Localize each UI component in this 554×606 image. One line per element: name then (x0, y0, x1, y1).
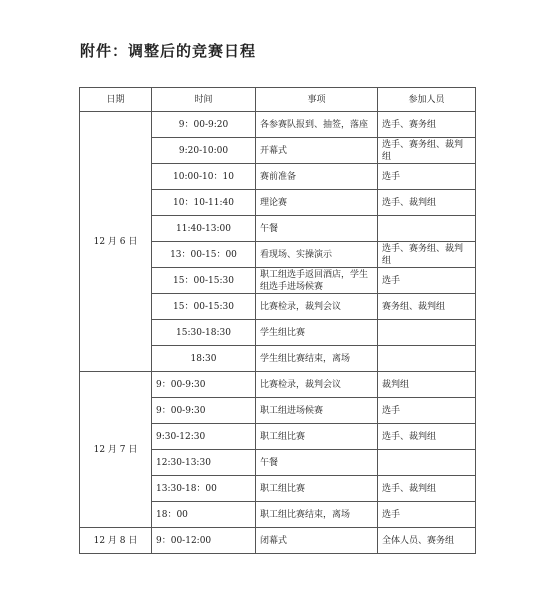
people-cell (378, 320, 476, 346)
header-event: 事项 (256, 88, 378, 112)
header-people: 参加人员 (378, 88, 476, 112)
people-cell: 选手、赛务组、裁判组 (378, 138, 476, 164)
event-cell: 理论赛 (256, 190, 378, 216)
event-cell: 开幕式 (256, 138, 378, 164)
people-cell: 选手、裁判组 (378, 424, 476, 450)
people-cell: 选手、赛务组 (378, 112, 476, 138)
people-cell: 选手、裁判组 (378, 476, 476, 502)
event-cell: 赛前准备 (256, 164, 378, 190)
time-cell: 9：00-9:30 (152, 398, 256, 424)
event-cell: 比赛检录，裁判会议 (256, 372, 378, 398)
time-cell: 12:30-13:30 (152, 450, 256, 476)
people-cell: 选手 (378, 502, 476, 528)
time-cell: 9:20-10:00 (152, 138, 256, 164)
event-cell: 各参赛队报到、抽签，落座 (256, 112, 378, 138)
time-cell: 15：00-15:30 (152, 268, 256, 294)
people-cell (378, 450, 476, 476)
header-time: 时间 (152, 88, 256, 112)
event-cell: 闭幕式 (256, 528, 378, 554)
time-cell: 15:30-18:30 (152, 320, 256, 346)
time-cell: 10:00-10：10 (152, 164, 256, 190)
event-cell: 学生组比赛 (256, 320, 378, 346)
date-cell: 12 月 6 日 (80, 112, 152, 372)
schedule-table (79, 87, 476, 554)
table-row (80, 528, 476, 554)
time-cell: 11:40-13:00 (152, 216, 256, 242)
people-cell: 选手 (378, 268, 476, 294)
page-title: 附件：调整后的竞赛日程 (80, 42, 257, 60)
people-cell: 裁判组 (378, 372, 476, 398)
date-cell: 12 月 8 日 (80, 528, 152, 554)
people-cell: 选手 (378, 164, 476, 190)
time-cell: 10：10-11:40 (152, 190, 256, 216)
time-cell: 9：00-9:30 (152, 372, 256, 398)
event-cell: 比赛检录，裁判会议 (256, 294, 378, 320)
event-cell: 午餐 (256, 450, 378, 476)
event-cell: 职工组比赛 (256, 424, 378, 450)
time-cell: 13：00-15：00 (152, 242, 256, 268)
time-cell: 9:30-12:30 (152, 424, 256, 450)
table-row (80, 372, 476, 398)
event-cell: 看现场、实操演示 (256, 242, 378, 268)
people-cell: 赛务组、裁判组 (378, 294, 476, 320)
event-cell: 学生组比赛结束，离场 (256, 346, 378, 372)
event-cell: 职工组比赛 (256, 476, 378, 502)
event-cell: 职工组进场候赛 (256, 398, 378, 424)
people-cell (378, 346, 476, 372)
time-cell: 15：00-15:30 (152, 294, 256, 320)
header-date: 日期 (80, 88, 152, 112)
time-cell: 13:30-18：00 (152, 476, 256, 502)
time-cell: 9：00-9:20 (152, 112, 256, 138)
people-cell: 全体人员、赛务组 (378, 528, 476, 554)
table-header-row (80, 88, 476, 112)
people-cell: 选手、裁判组 (378, 190, 476, 216)
event-cell: 职工组选手返回酒店，学生组选手进场候赛 (256, 268, 378, 294)
date-cell: 12 月 7 日 (80, 372, 152, 528)
time-cell: 18：00 (152, 502, 256, 528)
people-cell: 选手 (378, 398, 476, 424)
people-cell (378, 216, 476, 242)
event-cell: 午餐 (256, 216, 378, 242)
table-row (80, 112, 476, 138)
time-cell: 18:30 (152, 346, 256, 372)
people-cell: 选手、赛务组、裁判组 (378, 242, 476, 268)
time-cell: 9：00-12:00 (152, 528, 256, 554)
event-cell: 职工组比赛结束，离场 (256, 502, 378, 528)
